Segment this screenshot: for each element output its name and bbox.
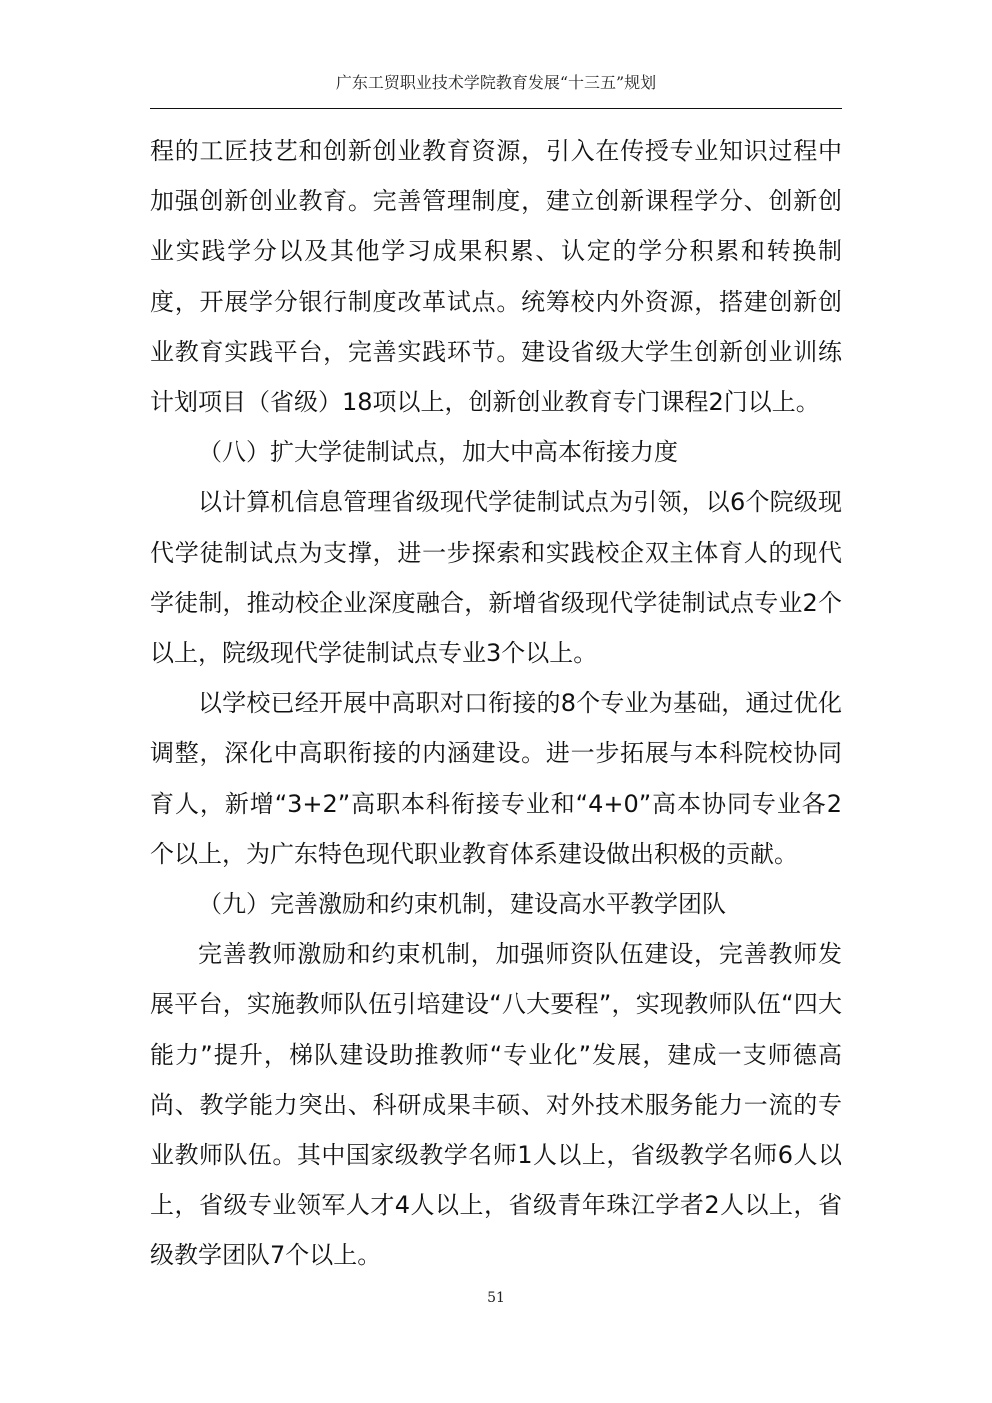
page-header: 广东工贸职业技术学院教育发展“十三五”规划 [335,73,657,92]
page-number: 51 [487,1290,505,1306]
section-heading-8: （八）扩大学徒制试点，加大中高本衔接力度 [198,438,678,467]
paragraph-apprenticeship: 以计算机信息管理省级现代学徒制试点为引领，以6个院级现代学徒制试点为支撑，进一步探索和实践校企双主体育人的现代学徒制，推动校企业深度融合，新增省级现代学徒制试点专业2个以上，院级现代学徒制试点专业3个以上。 [150,488,842,668]
paragraph-teaching-team: 完善教师激励和约束机制，加强师资队伍建设，完善教师发展平台，实施教师队伍引培建设“八大要程”，实现教师队伍“四大能力”提升，梯队建设助推教师“专业化”发展，建成一支师德高尚、教学能力突出、科研成果丰硕、对外技术服务能力一流的专业教师队伍。其中国家级教学名师1人以上，省级教学名师6人以上，省级专业领军人才4人以上，省级青年珠江学者2人以上，省级教学团队7个以上。 [150,940,842,1270]
paragraph-continuation: 程的工匠技艺和创新创业教育资源，引入在传授专业知识过程中加强创新创业教育。完善管理制度，建立创新课程学分、创新创业实践学分以及其他学习成果积累、认定的学分积累和转换制度，开展学分银行制度改革试点。统筹校内外资源，搭建创新创业教育实践平台，完善实践环节。建设省级大学生创新创业训练计划项目（省级）18项以上，创新创业教育专门课程2门以上。 [150,137,842,417]
section-heading-9: （九）完善激励和约束机制，建设高水平教学团队 [198,890,726,919]
header-rule [150,108,842,109]
paragraph-articulation: 以学校已经开展中高职对口衔接的8个专业为基础，通过优化调整，深化中高职衔接的内涵建设。进一步拓展与本科院校协同育人，新增“3+2”高职本科衔接专业和“4+0”高本协同专业各2个以上，为广东特色现代职业教育体系建设做出积极的贡献。 [150,689,842,868]
document-body [150,126,842,1281]
